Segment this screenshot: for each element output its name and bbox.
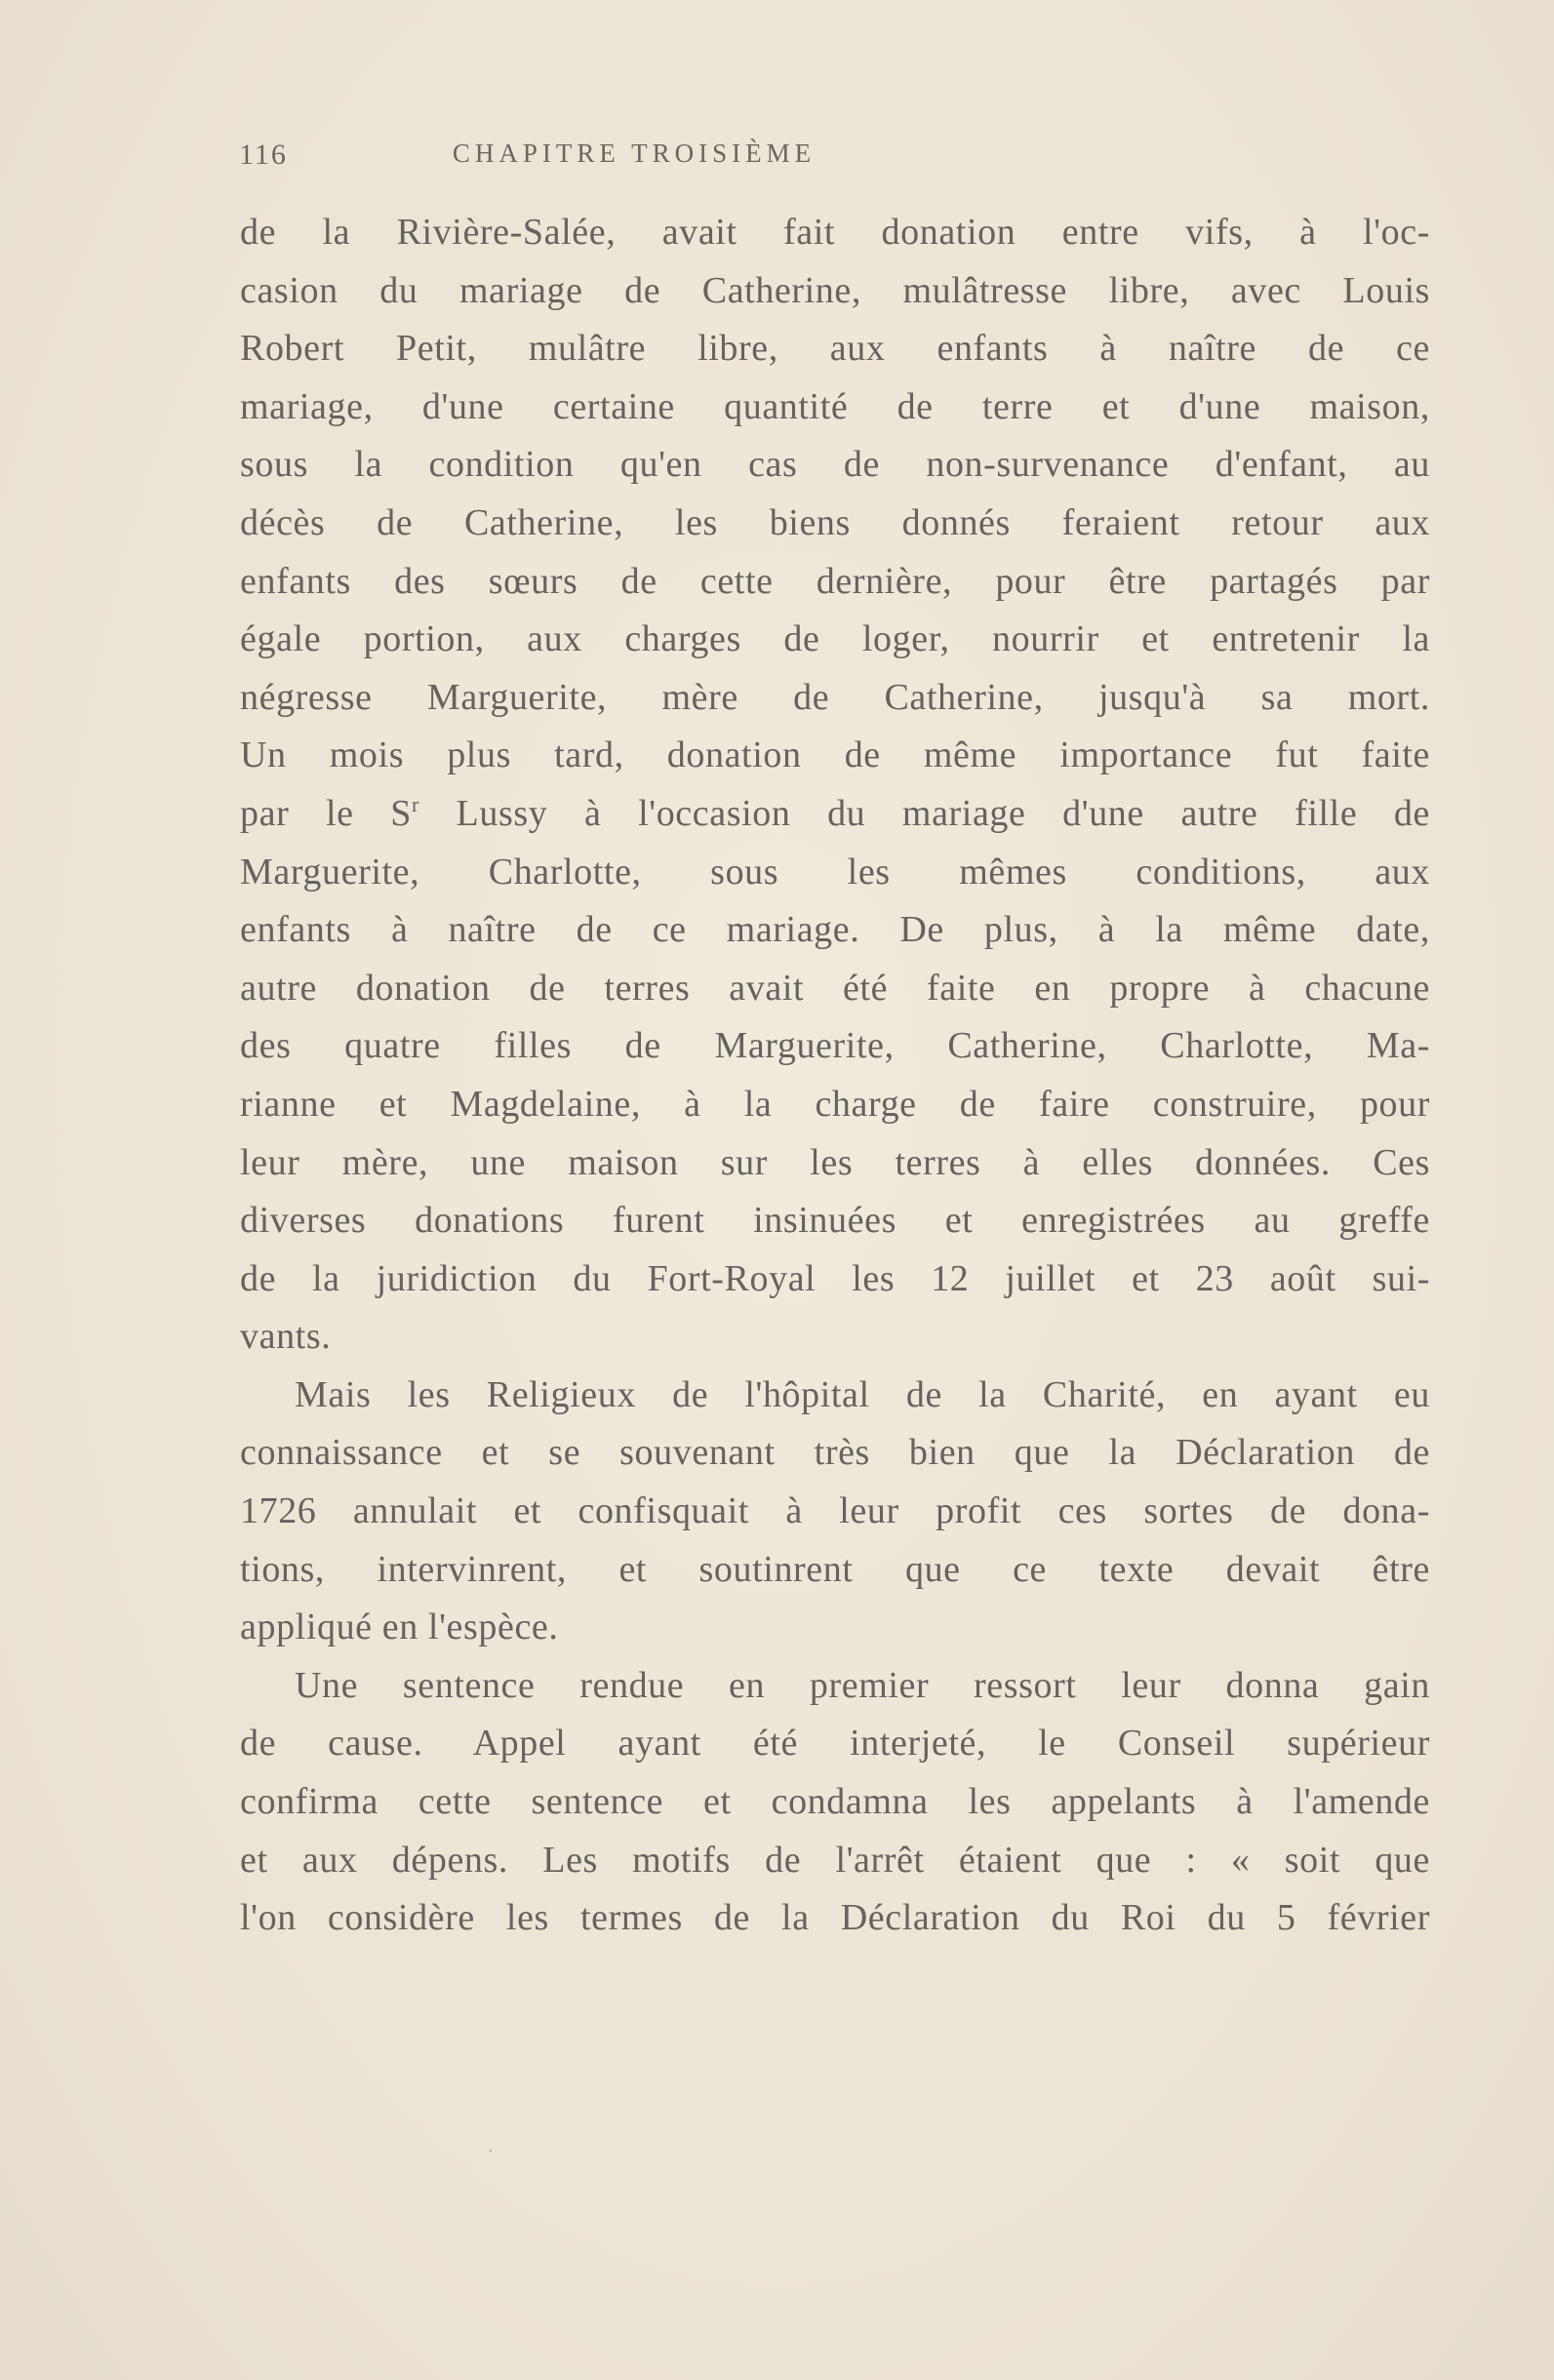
text-line: égale portion, aux charges de loger, nourrir et entretenir la bbox=[240, 618, 1430, 660]
text-line: connaissance et se souvenant très bien que la Déclaration de bbox=[240, 1432, 1430, 1474]
text-line: diverses donations furent insinuées et enregistrées au greffe bbox=[240, 1200, 1430, 1242]
text-line: autre donation de terres avait été faite en propre à chacune bbox=[240, 967, 1430, 1009]
text-line: l'on considère les termes de la Déclaration du Roi du 5 février bbox=[240, 1897, 1430, 1939]
paragraph-1 bbox=[240, 204, 1430, 1367]
text-segment: Lussy à l'occasion du mariage d'une autre fille de bbox=[418, 792, 1430, 834]
text-segment: par le S bbox=[240, 792, 412, 834]
text-line: Robert Petit, mulâtre libre, aux enfants à naître de ce bbox=[240, 328, 1430, 370]
text-line: vants. bbox=[240, 1316, 332, 1358]
text-line: des quatre filles de Marguerite, Catherine, Charlotte, Ma- bbox=[240, 1025, 1430, 1067]
running-head bbox=[239, 139, 1029, 181]
text-line: rianne et Magdelaine, à la charge de faire construire, pour bbox=[240, 1083, 1430, 1125]
text-line: leur mère, une maison sur les terres à elles données. Ces bbox=[240, 1141, 1430, 1183]
text-line: négresse Marguerite, mère de Catherine, jusqu'à sa mort. bbox=[240, 676, 1430, 718]
chapter-title: CHAPITRE TROISIÈME bbox=[452, 139, 817, 168]
text-line: Marguerite, Charlotte, sous les mêmes conditions, aux bbox=[240, 851, 1430, 892]
page-number: 116 bbox=[239, 139, 288, 171]
text-line: de la juridiction du Fort-Royal les 12 juillet et 23 août sui- bbox=[240, 1257, 1430, 1299]
text-line: appliqué en l'espèce. bbox=[240, 1606, 559, 1648]
text-line: enfants des sœurs de cette dernière, pour être partagés par bbox=[240, 560, 1430, 602]
paragraph-3 bbox=[240, 1657, 1430, 1948]
text-line: confirma cette sentence et condamna les appelants à l'amende bbox=[240, 1781, 1430, 1823]
text-line: 1726 annulait et confisquait à leur profit ces sortes de dona- bbox=[240, 1490, 1430, 1532]
body-text bbox=[240, 204, 1430, 1948]
text-line: sous la condition qu'en cas de non-survenance d'enfant, au bbox=[240, 444, 1430, 486]
text-segment: Un mois plus tard, donation de même importance fut faite bbox=[240, 734, 1430, 776]
text-line: et aux dépens. Les motifs de l'arrêt étaient que : « soit que bbox=[240, 1839, 1430, 1881]
text-line bbox=[240, 727, 1430, 785]
text-line: tions, intervinrent, et soutinrent que ce texte devait être bbox=[240, 1548, 1430, 1590]
text-line: Une sentence rendue en premier ressort leur donna gain bbox=[295, 1664, 1430, 1706]
superscript: r bbox=[411, 791, 419, 816]
text-line: décès de Catherine, les biens donnés feraient retour aux bbox=[240, 501, 1430, 543]
text-line: enfants à naître de ce mariage. De plus, à la même date, bbox=[240, 909, 1430, 951]
text-line: de cause. Appel ayant été interjeté, le Conseil supérieur bbox=[240, 1723, 1430, 1765]
paragraph-2 bbox=[240, 1367, 1430, 1657]
text-line: casion du mariage de Catherine, mulâtresse libre, avec Louis bbox=[240, 269, 1430, 311]
text-line: mariage, d'une certaine quantité de terre et d'une maison, bbox=[240, 385, 1430, 427]
text-line bbox=[240, 785, 1430, 844]
paper-speck: · bbox=[488, 2141, 494, 2162]
text-line: Mais les Religieux de l'hôpital de la Charité, en ayant eu bbox=[295, 1373, 1430, 1415]
text-line: de la Rivière-Salée, avait fait donation entre vifs, à l'oc- bbox=[240, 212, 1430, 253]
